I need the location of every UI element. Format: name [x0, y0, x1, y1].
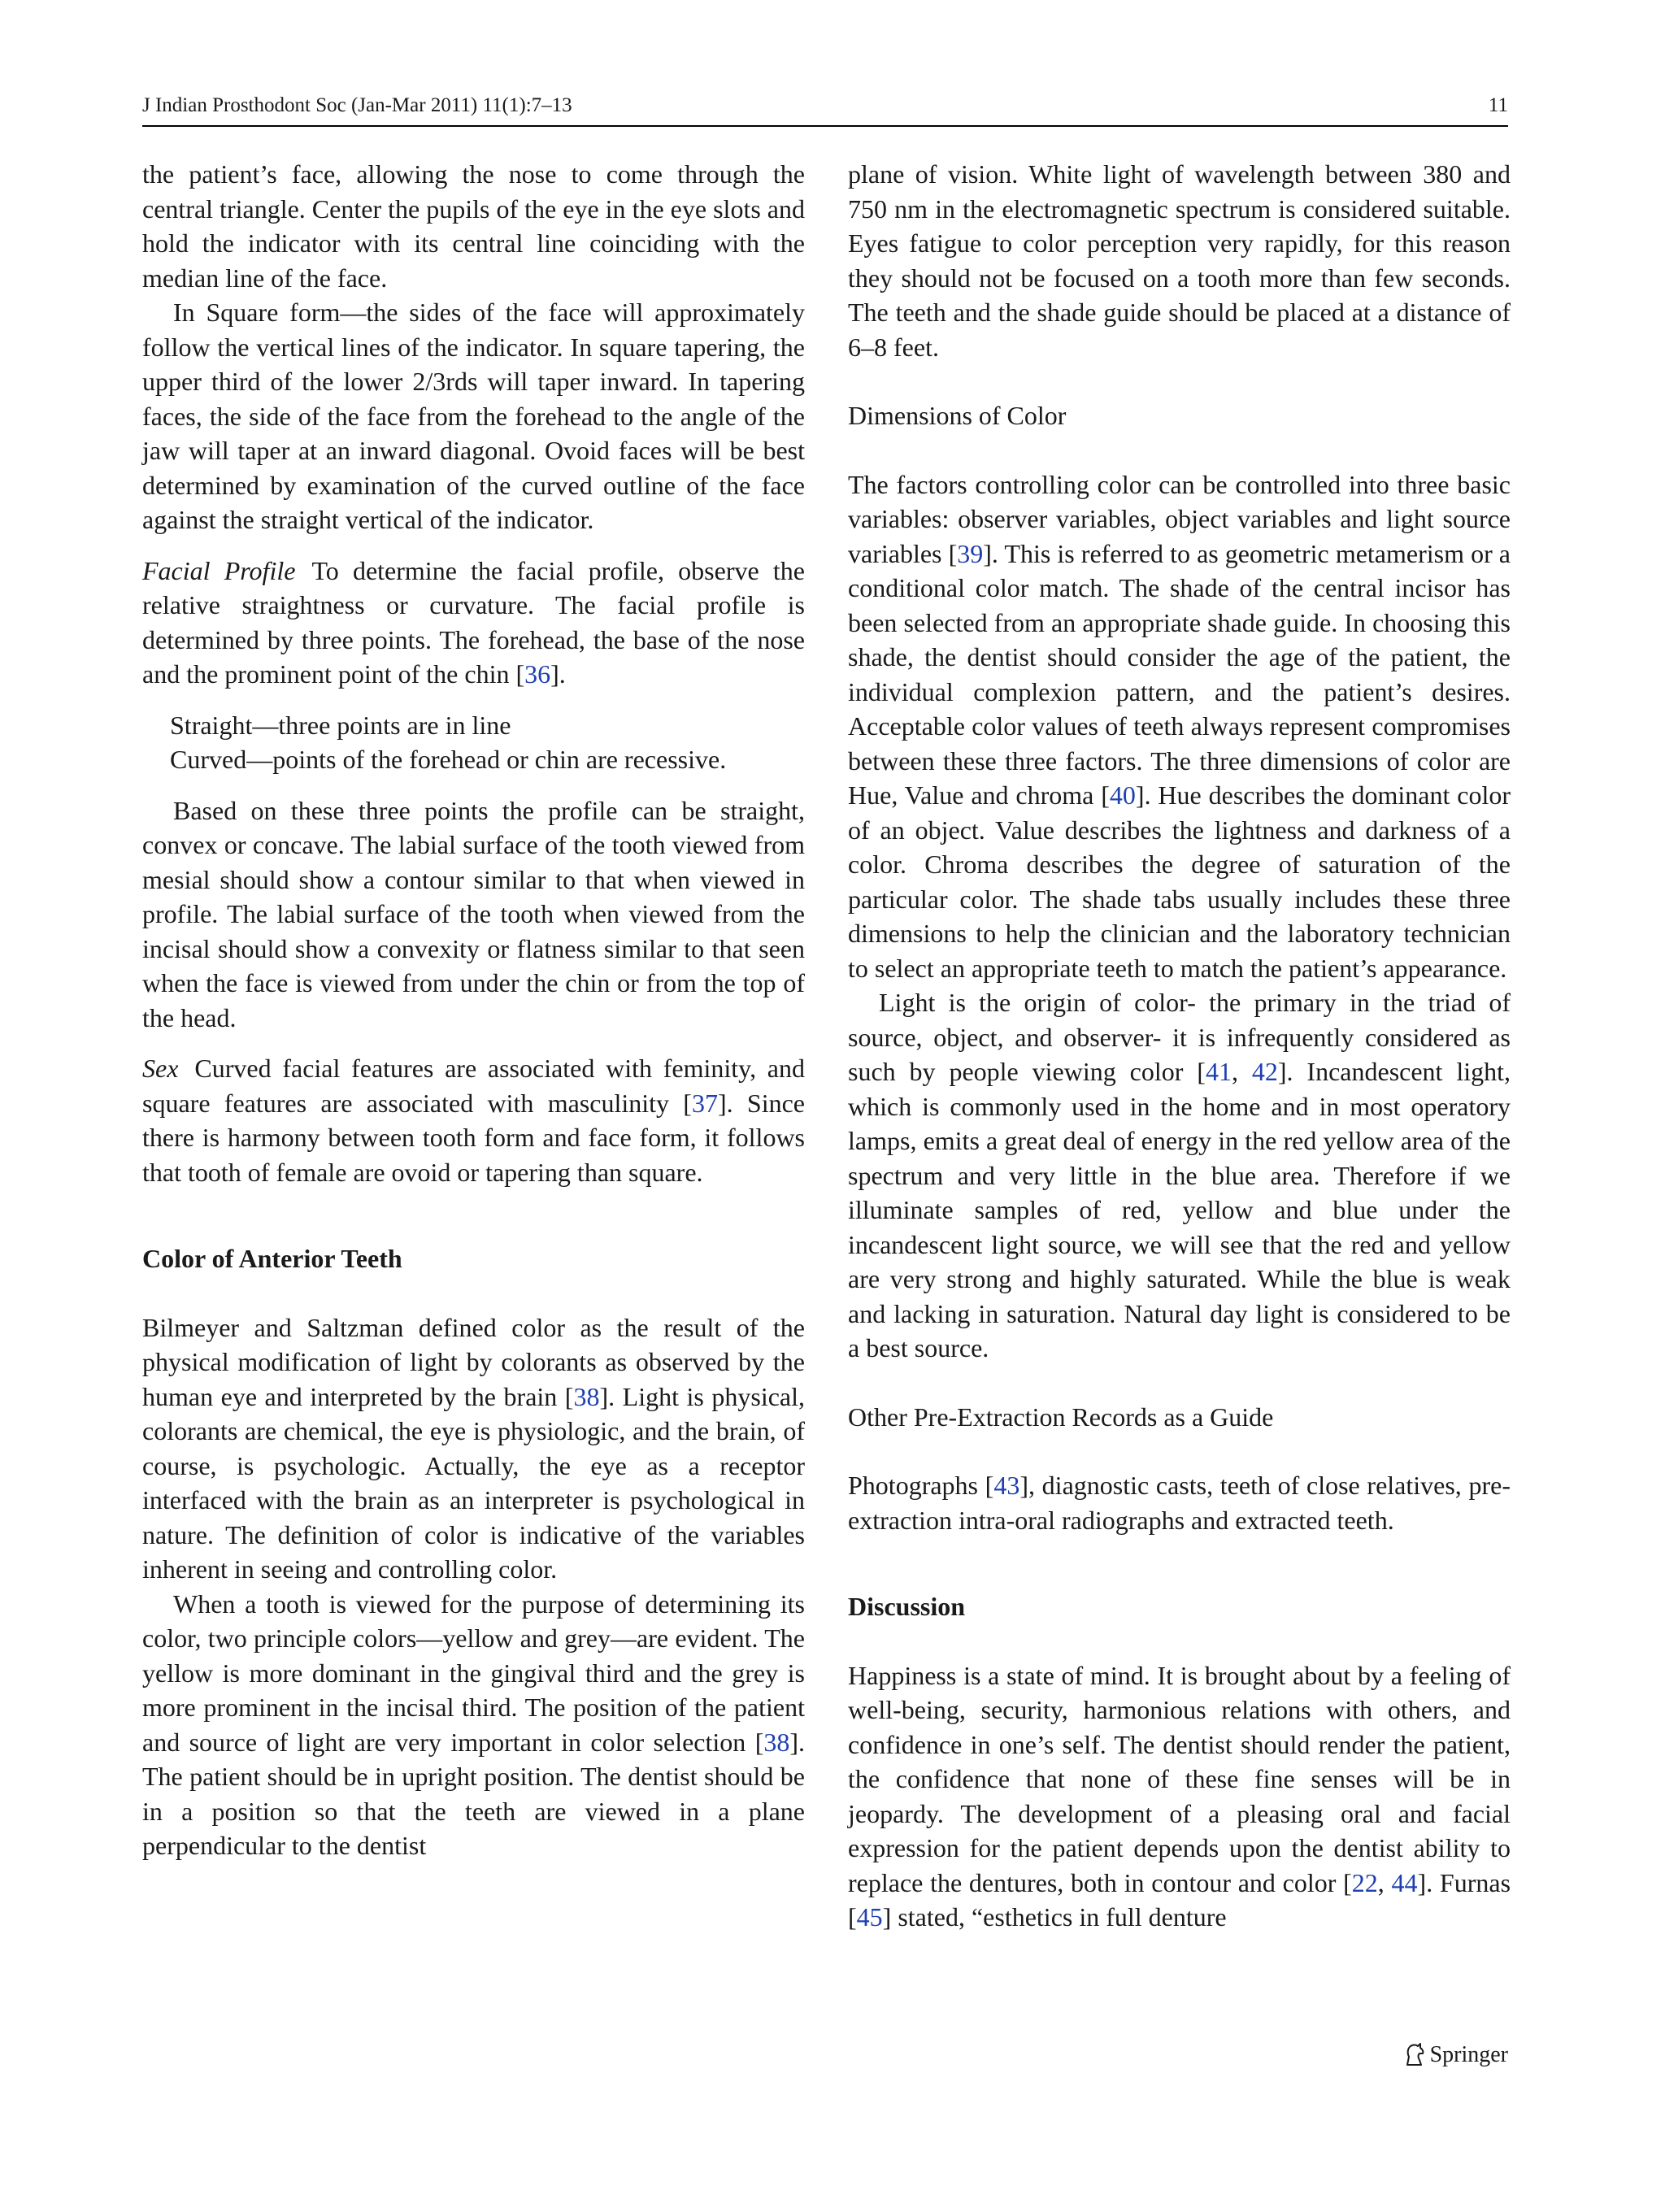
section-heading: Discussion [848, 1592, 966, 1621]
paragraph: Photographs [43], diagnostic casts, teeth of close relatives, pre-extraction intra-oral radiographs and extracted teeth. [848, 1471, 1511, 1535]
paragraph: The factors controlling color can be controlled into three basic variables: observer variables, object variables and light source variables [39]. This is referred to as geometric metamerism or a conditional color match. The shade of the central incisor has been selected from an appropriate shade guide. In choosing this shade, the dentist should consider the age of the patient, the individual complexion pattern, and the patient’s desires. Acceptable color values of teeth always represent compromises between these three factors. The three dimensions of color are Hue, Value and chroma [40]. Hue describes the dominant color of an object. Value describes the lightness and darkness of a color. Chroma describes the degree of saturation of the particular color. The shade tabs usually includes these three dimensions to help the clinician and the laboratory technician to select an appropriate teeth to match the patient’s appearance. [848, 469, 1511, 983]
citation-link[interactable]: 44 [1391, 1867, 1418, 1897]
section-heading: Color of Anterior Teeth [142, 1244, 402, 1273]
run-in-heading: Facial Profile [142, 555, 296, 585]
right-column [848, 157, 1511, 1935]
paragraph: When a tooth is viewed for the purpose of determining its color, two principle colors—yellow and grey—are evident. The yellow is more dominant in the gingival third and the grey is more prominent in the incisal third. The position of the patient and source of light are very important in color selection [38]. The patient should be in upright position. The dentist should be in a position so that the teeth are viewed in a plane perpendicular to the dentist [142, 1588, 805, 1860]
facial-profile-paragraph: Facial Profile To determine the facial profile, observe the relative straightness or curvature. The facial profile is determined by three points. The forehead, the base of the nose and the prominent point of the chin [36]. [142, 555, 806, 689]
publisher-name: Springer [1429, 2042, 1508, 2067]
citation-link[interactable]: 38 [763, 1727, 790, 1757]
paragraph: Bilmeyer and Saltzman defined color as the result of the physical modification of light by colorants as observed by the human eye and interpreted by the brain [38]. Light is physical, colorants are chemical, the eye is physiologic, and the brain, of course, is psychologic. Actually, the eye as a receptor interfaced with the brain as an interpreter is psychological in nature. The definition of color is indicative of the variables inherent in seeing and controlling color. [142, 1312, 806, 1584]
page-number: 11 [1488, 94, 1508, 116]
subsection-heading: Dimensions of Color [848, 401, 1067, 430]
springer-horse-icon [1402, 2042, 1425, 2066]
citation-link[interactable]: 22 [1351, 1867, 1378, 1897]
profile-list [142, 708, 805, 777]
subsection-heading: Other Pre-Extraction Records as a Guide [848, 1402, 1274, 1432]
left-column [142, 157, 805, 1863]
citation-link[interactable]: 40 [1109, 780, 1136, 810]
citation-link[interactable]: 39 [957, 538, 984, 568]
citation-link[interactable]: 38 [573, 1381, 600, 1411]
citation-link[interactable]: 37 [691, 1088, 718, 1118]
publisher-footer [1386, 2039, 1508, 2071]
citation-link[interactable]: 45 [856, 1902, 883, 1932]
list-item: Straight—three points are in line [170, 710, 511, 740]
paragraph: Light is the origin of color- the primary in the triad of source, object, and observer- it is infrequently considered as such by people viewing color [41, 42]. Incandescent light, which is commonly used in the home and in most operatory lamps, emits a great deal of energy in the red yellow area of the spectrum and very little in the blue area. Therefore if we illuminate samples of red, yellow and blue under the incandescent light source, we will see that the red and yellow are very strong and highly saturated. While the blue is weak and lacking in saturation. Natural day light is considered to be a best source. [848, 988, 1511, 1362]
citation-link[interactable]: 36 [524, 659, 551, 689]
header-rule [142, 125, 1508, 127]
sex-paragraph: Sex Curved facial features are associated with feminity, and square features are associated with masculinity [37]. Since there is harmony between tooth form and face form, it follows that tooth of female are ovoid or tapering than square. [142, 1054, 806, 1187]
running-header [142, 88, 1508, 124]
list-item: Curved—points of the forehead or chin are recessive. [170, 745, 727, 774]
paragraph: Based on these three points the profile can be straight, convex or concave. The labial surface of the tooth viewed from mesial should show a contour similar to that when viewed in profile. The labial surface of the tooth when viewed from the incisal should show a convexity or flatness similar to that seen when the face is viewed from under the chin or from the top of the head. [142, 795, 805, 1032]
paragraph: the patient’s face, allowing the nose to come through the central triangle. Center the pupils of the eye in the eye slots and hold the indicator with its central line coinciding with the median line of the face. [142, 159, 805, 293]
run-in-heading: Sex [142, 1054, 179, 1083]
citation-link[interactable]: 41 [1205, 1057, 1232, 1086]
paragraph: In Square form—the sides of the face will approximately follow the vertical lines of the indicator. In square tapering, the upper third of the lower 2/3rds will taper inward. In tapering faces, the side of the face from the forehead to the angle of the jaw will taper at an inward diagonal. Ovoid faces will be best determined by examination of the curved outline of the face against the straight vertical of the indicator. [142, 298, 805, 534]
citation-link[interactable]: 43 [993, 1471, 1020, 1500]
paragraph: Happiness is a state of mind. It is brought about by a feeling of well-being, security, harmonious relations with others, and confidence in one’s self. The dentist should render the patient, the confidence that none of these fine senses will be in jeopardy. The development of a pleasing oral and facial expression for the patient depends upon the dentist ability to replace the dentures, both in contour and color [22, 44]. Furnas [45] stated, “esthetics in full denture [848, 1660, 1511, 1932]
paragraph: plane of vision. White light of wavelength between 380 and 750 nm in the electromagnetic spectrum is considered suitable. Eyes fatigue to color perception very rapidly, for this reason they should not be focused on a tooth more than few seconds. The teeth and the shade guide should be placed at a distance of 6–8 feet. [848, 159, 1511, 362]
journal-citation: J Indian Prosthodont Soc (Jan-Mar 2011) 11(1):7–13 [142, 94, 572, 116]
citation-link[interactable]: 42 [1251, 1057, 1278, 1086]
